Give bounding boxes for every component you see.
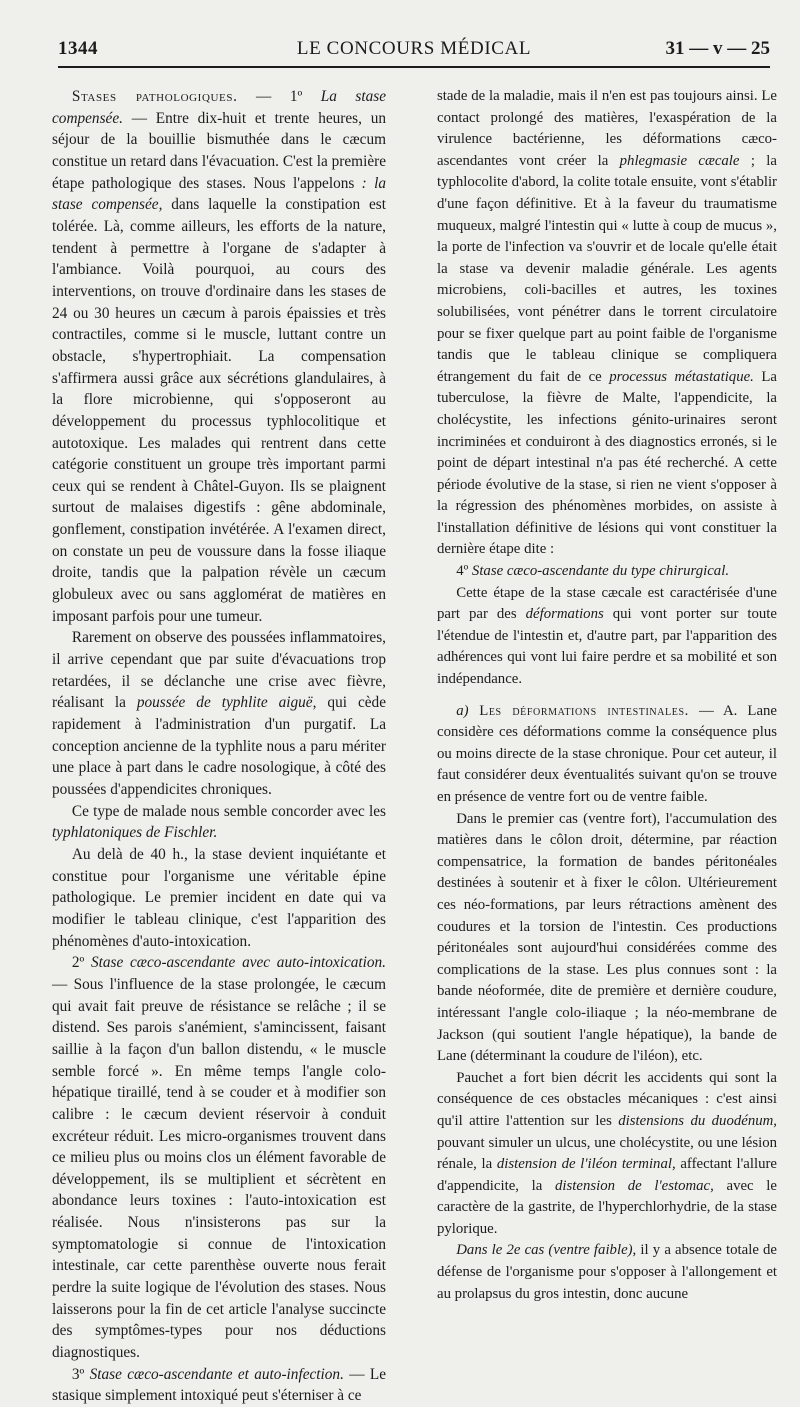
text-run: Pauchet a fort bien décrit les accidents qui sont la conséquence de ces obstacles mécaniques : c'est ainsi qu'il attire l'attention sur les: [437, 1069, 777, 1129]
term: phlegmasie cæcale: [619, 152, 740, 169]
text-run: — 1º: [237, 88, 321, 105]
section-heading: Les déformations intestinales.: [468, 702, 689, 719]
term: Dans le 2e cas (ventre faible),: [456, 1242, 637, 1259]
text-run: — Entre dix-huit et trente heures, un séjour de la bouillie bismuthée dans le cæcum constitue un retard dans l'évacuation. C'est la première étape pathologique des stases. Nous l'appelons: [52, 109, 386, 192]
paragraph-ventre-faible: [437, 1240, 777, 1305]
text-run: 3º: [71, 1365, 90, 1383]
text-run: avec le caractère de la gastrite, de l'hyperchlorhydrie, de la stase pylorique.: [437, 1177, 777, 1237]
paragraph-typhlite: [52, 627, 386, 800]
subheading-type-chirurgical: [437, 561, 777, 583]
paragraph-deformations: [437, 701, 777, 809]
paragraph-stase-compensee: [52, 86, 386, 627]
paragraph-auto-infection: [52, 1364, 386, 1407]
text-run: stade de la maladie, mais il n'en est pas toujours ainsi. Le contact prolongé des matières, l'exaspération de la virulence bactérienne, les déformations cæco-ascendantes vont créer la: [437, 88, 777, 169]
subheading: Stase cæco-ascendante et auto-infection.: [89, 1365, 344, 1383]
text-run: qui vont porter sur toute l'étendue de l'intestin et, d'autre part, par l'apparition des adhérences qui vont lui faire perdre et sa mobilité et son indépendance.: [437, 606, 777, 688]
paragraph-ventre-fort: Dans le premier cas (ventre fort), l'accumulation des matières dans le côlon droit, détermine, par réaction compensatrice, la formation de bandes péritonéales destinées à soutenir et à fixer le côlon. Ultérieurement ces néo-formations, par leurs rétractions amènent des coudures et la torsion de l'intestin. Ces productions péritonéales sont aujourd'hui considérées comme des complications de la stase. Les plus connues sont : la bande néoformée, dite de première et dernière coudure, intéressant l'angle colo-iliaque ; la néo-membrane de Jackson (qui soutient l'angle hépatique), la bande de Lane (déterminant la coudure de l'iléon), etc.: [437, 810, 777, 1065]
text-run: Cette étape de la stase cæcale est caractérisée d'une part par des: [437, 584, 777, 623]
text-run: La tuberculose, la fièvre de Malte, l'appendicite, la cholécystite, les infections génito-urinaires seront incriminées et conduiront à des diagnostics erronés, si le point de départ intestinal n'a pas été recherché. A cette période évolutive de la stase, si rien ne vient s'opposer à la régression des phénomènes morbides, on assiste à l'installation définitive de lésions qui vont constituer la dernière étape dite :: [437, 368, 777, 558]
section-heading: Stases pathologiques.: [71, 88, 238, 105]
text-run: affectant l'allure d'appendicite, la: [437, 1156, 777, 1194]
term: typhlatoniques de Fischler.: [52, 824, 218, 842]
spacer: [437, 691, 777, 701]
term: poussée de typhlite aiguë,: [136, 694, 317, 712]
page-number: 1344: [58, 38, 98, 59]
text-run: ; la typhlocolite d'abord, la colite totale ensuite, vont s'établir d'une façon définitive. Et à la faveur du traumatisme muqueux, malgré l'intestin qui « lutte à coup de mucus », la porte de l'infection va s'ouvrir et de locale qu'elle était la stase va devenir maladie générale. Les agents microbiens, coli-bacilles et autres, les toxines solubilisées, vont pénétrer dans le torrent circulatoire pour se fixer quelque part au point faible de l'organisme tandis que le tableau clinique se compliquera étrangement du fait de ce: [437, 152, 777, 385]
list-letter: a): [456, 702, 469, 719]
subheading: Stase cæco-ascendante du type chirurgical.: [471, 563, 730, 580]
term: : la stase compensée,: [52, 174, 386, 214]
term: distensions du duodénum,: [618, 1112, 777, 1129]
paragraph-fischler: [52, 801, 386, 844]
paragraph-etape: [437, 583, 777, 691]
paragraph-auto-intoxication: [52, 952, 386, 1363]
paragraph-40h: Au delà de 40 h., la stase devient inquiétante et constitue pour l'organisme une véritable épine pathologique. Le premier incident en date qui va modifier le tableau clinique, c'est l'apparition des phénomènes d'auto-intoxication.: [52, 845, 386, 950]
term: distension de l'iléon terminal,: [496, 1156, 676, 1173]
text-run: il y a absence totale de défense de l'organisme pour s'opposer à l'allongement et au prolapsus du gros intestin, donc aucune: [437, 1242, 778, 1302]
text-run: — Sous l'influence de la stase prolongée, le cæcum qui avait fait preuve de résistance se relâche ; il se distend. Ses parois s'anémient, s'amincissent, faisant saillie à la façon d'un ballon distendu, « le muscle semble forcé ». En même temps l'angle colo-hépatique tiraillé, tend à se couder et à modifier son calibre : le cæcum devient réservoir à conduit excréteur réduit. Les micro-organismes trouvent dans ce milieu plus ou moins clos un élément favorable de développement, ils se multiplient et sécrètent en abondance leurs toxines : l'auto-intoxication est réalisée. Nous n'insisterons pas sur la symptomatologie si connue de l'intoxication intestinale, car cette parenthèse ouverte nous ferait perdre la suite logique de l'évolution des stases. Nous laisserons pour la fin de cet article l'analyse succincte des symptômes-types pour nos déductions diagnostiques.: [52, 975, 386, 1362]
text-run: Rarement on observe des poussées inflammatoires, il arrive cependant que par suite d'évacuations trop retardées, il se déclanche une crise avec fièvre, réalisant la: [52, 629, 386, 712]
running-header: [58, 36, 770, 66]
text-run: dans laquelle la constipation est tolérée. Là, comme ailleurs, les efforts de la nature, tendent à permettre à l'organe de s'adapter à l'ambiance. Voilà pourquoi, au cours des interventions, on trouve d'ordinaire dans les stases de 24 ou 30 heures un cæcum à parois épaissies et très contractiles, comme si le muscle, luttant contre un obstacle, s'hypertrophiait. La compensation s'affirmera aussi grâce aux sécrétions glandulaires, à la flore microbienne, qui s'opposeront au développement du processus typhlocolitique et autotoxique. Les malades qui rentrent dans cette catégorie constituent un groupe très important parmi ceux qui se rendent à Châtel-Guyon. Ils se plaignent surtout de malaises digestifs : gêne abdominale, gonflement, constipation invétérée. A l'examen direct, on constate un peu de voussure dans la fosse iliaque droite, tandis que la palpation révèle un cæcum globuleux avec ou sans agglomérat de matières en imposant parfois pour une tumeur.: [52, 196, 386, 625]
journal-title: LE CONCOURS MÉDICAL: [296, 38, 532, 59]
text-run: pouvant simuler un ulcus, une cholécystite, ou une lésion rénale, la: [437, 1134, 777, 1173]
term: distension de l'estomac,: [555, 1177, 714, 1194]
subheading: Stase cæco-ascendante avec auto-intoxication.: [91, 954, 386, 972]
subheading: La stase compensée.: [52, 88, 386, 127]
term: déformations: [525, 606, 604, 623]
text-run: 4º: [456, 563, 472, 580]
header-rule: [58, 66, 770, 68]
issue-date: 31 — v — 25: [665, 38, 770, 59]
text-run: qui cède rapidement à l'administration d'un purgatif. La conception ancienne de la typhlite nous a paru mériter une place à part dans le cadre nosologique, à côté des poussées d'appendicites chroniques.: [52, 694, 386, 798]
text-run: — Le stasique simplement intoxiqué peut s'éterniser à ce: [52, 1365, 386, 1405]
text-run: Ce type de malade nous semble concorder avec les: [71, 802, 386, 820]
text-run: — A. Lane considère ces déformations comme la conséquence plus ou moins directe de la stase chronique. Pour cet auteur, il faut considérer deux éventualités suivant qu'on se trouve en présence de ventre fort ou de ventre faible.: [437, 702, 777, 805]
left-column: [52, 86, 386, 1407]
paragraph-continuation: [437, 86, 777, 561]
right-column: [437, 86, 777, 1305]
text-run: 2º: [71, 954, 91, 972]
paragraph-pauchet: [437, 1068, 777, 1241]
term: processus métastatique.: [609, 368, 754, 385]
